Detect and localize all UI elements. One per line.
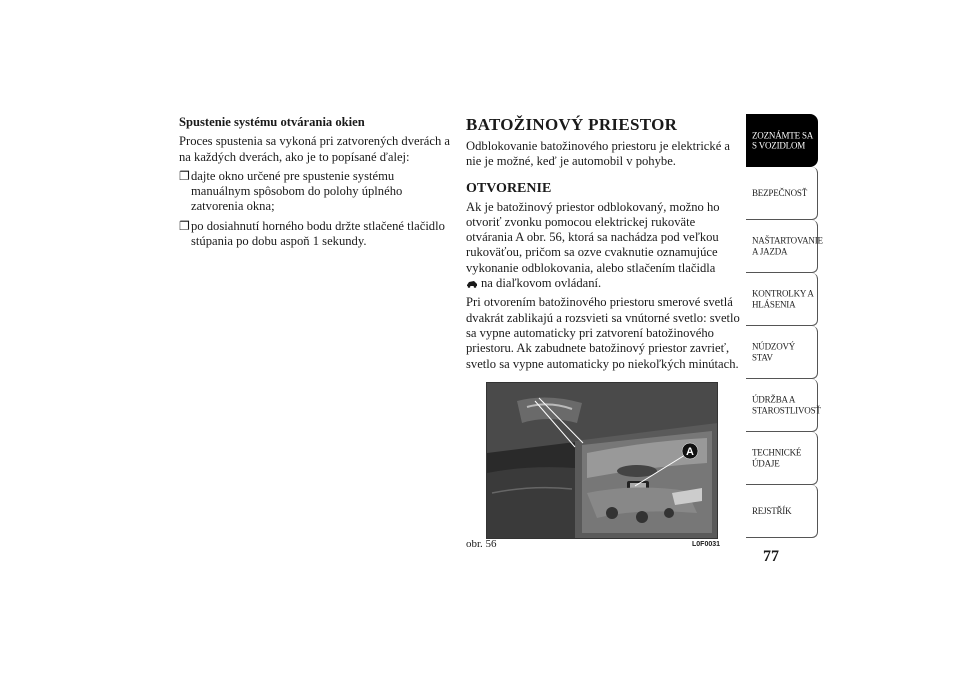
subsection-title: OTVORENIE (466, 180, 552, 196)
page-number: 77 (763, 548, 779, 565)
checkbox-bullet-icon: ❐ (179, 168, 190, 183)
section-heading: Spustenie systému otvárania okien (179, 115, 365, 129)
tab-label: REJSTŘÍK (752, 505, 792, 516)
page-title: BATOŽINOVÝ PRIESTOR (466, 115, 678, 134)
tab-udrzba[interactable] (746, 379, 821, 432)
figure-caption: obr. 56 (466, 538, 497, 550)
tab-rejstrik[interactable] (746, 485, 818, 538)
tab-label: ZOZNÁMTE SA S VOZIDLOM (752, 130, 813, 151)
tab-bezpecnost[interactable] (746, 167, 818, 220)
list-item-text: po dosiahnutí horného bodu držte stlačené tlačidlo stúpania po dobu aspoň 1 sekundy. (191, 218, 445, 249)
tab-label: TECHNICKÉ ÚDAJE (752, 447, 802, 468)
opening-paragraph (466, 200, 742, 292)
intro-paragraph: Odblokovanie batožinového priestoru je elektrické a nie je možné, keď je automobil v pohybe. (466, 139, 731, 169)
trunk-handle-figure (486, 382, 718, 539)
callout-a-label: A (686, 446, 694, 458)
tab-nudzovy-stav[interactable] (746, 326, 818, 379)
trunk-key-icon (466, 278, 478, 288)
tab-zoznamte-sa[interactable] (746, 114, 818, 167)
list-item (179, 169, 451, 215)
light-paragraph: Pri otvorením batožinového priestoru smerové svetlá dvakrát zablikajú a rozsvieti sa vnútorné svetlo: svetlo sa vypne automaticky pri zatvorení batožinového priestoru. Ak zabudnete batožinový priestor zavrieť, svetlo sa vypne automaticky po niekoľkých minútach. (466, 295, 740, 371)
tab-label: NAŠTARTOVANIE A JAZDA (752, 235, 823, 256)
tab-kontrolky[interactable] (746, 273, 818, 326)
trunk-illustration (487, 383, 717, 538)
list-item (179, 219, 451, 250)
tab-label: NÚDZOVÝ STAV (752, 341, 796, 362)
tab-nastartovanie[interactable] (746, 220, 823, 273)
tab-label: BEZPEČNOSŤ (752, 187, 808, 198)
figure-code: L0F0031 (692, 541, 721, 548)
chapter-tabs (746, 114, 823, 538)
left-column (179, 115, 451, 253)
opening-text-a: Ak je batožinový priestor odblokovaný, možno ho otvoriť zvonku pomocou elektrickej rukoväte otvárania A obr. 56, ktorá sa nachádza pod veľkou rukoväťou, pričom sa ozve cvaknutie oznamujúce vykonanie odblokovania, alebo stlačením tlačidla (466, 199, 720, 275)
tab-label: ÚDRŽBA A STAROSTLIVOSŤ (752, 394, 821, 415)
tab-technicke-udaje[interactable] (746, 432, 818, 485)
intro-paragraph: Proces spustenia sa vykoná pri zatvorených dverách a na každých dverách, ako je to popísané ďalej: (179, 134, 451, 164)
tab-label: KONTROLKY A HLÁSENIA (752, 288, 814, 309)
right-column (466, 113, 742, 376)
opening-text-b: na diaľkovom ovládaní. (481, 276, 602, 291)
list-item-text: dajte okno určené pre spustenie systému manuálnym spôsobom do polohy úplného zatvorenia okna; (191, 168, 403, 214)
checkbox-bullet-icon: ❐ (179, 218, 190, 233)
